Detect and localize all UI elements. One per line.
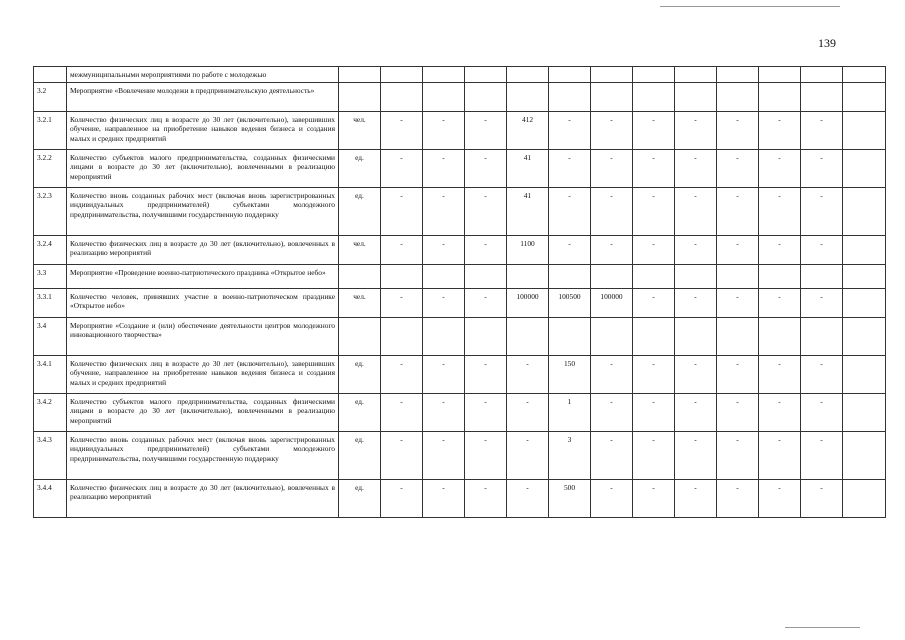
row-value: - [801, 480, 843, 518]
row-value [843, 236, 886, 265]
row-value: - [633, 112, 675, 150]
table-row [34, 188, 886, 236]
row-value: - [465, 188, 507, 236]
row-value: 150 [549, 356, 591, 394]
row-value: 41 [507, 150, 549, 188]
row-value: - [717, 356, 759, 394]
row-value: - [381, 236, 423, 265]
row-value: - [633, 394, 675, 432]
row-value: 500 [549, 480, 591, 518]
row-value: - [423, 236, 465, 265]
row-value: - [591, 480, 633, 518]
row-value: - [591, 356, 633, 394]
row-value: - [759, 432, 801, 480]
row-name: Количество физических лиц в возрасте до 30 лет (включительно), вовлеченных в реализацию мероприятий [67, 236, 339, 265]
row-value [843, 150, 886, 188]
row-value: - [801, 356, 843, 394]
table-row [34, 394, 886, 432]
row-unit: ед. [339, 356, 381, 394]
row-name: Количество субъектов малого предпринимательства, созданных физическими лицами в возрасте до 30 лет (включительно), вовлеченными в реализацию мероприятий [67, 394, 339, 432]
row-value [843, 394, 886, 432]
row-value [801, 318, 843, 356]
row-value [507, 318, 549, 356]
row-value [507, 83, 549, 112]
row-value [843, 480, 886, 518]
row-name: Мероприятие «Вовлечение молодежи в предпринимательскую деятельность» [67, 83, 339, 112]
row-value [633, 265, 675, 289]
row-value: - [591, 150, 633, 188]
row-value: - [675, 150, 717, 188]
row-name: Мероприятие «Проведение военно-патриотического праздника «Открытое небо» [67, 265, 339, 289]
row-value: - [381, 432, 423, 480]
table-row [34, 67, 886, 83]
row-unit: чел. [339, 236, 381, 265]
row-value: - [801, 394, 843, 432]
row-value: - [465, 394, 507, 432]
row-value: - [423, 394, 465, 432]
row-value: - [381, 394, 423, 432]
row-value: - [717, 236, 759, 265]
row-value: - [675, 356, 717, 394]
row-value: - [549, 236, 591, 265]
row-name: Количество физических лиц в возрасте до 30 лет (включительно), вовлеченных в реализацию мероприятий [67, 480, 339, 518]
row-value: - [381, 289, 423, 318]
row-name: Количество человек, принявших участие в военно-патриотическом празднике «Открытое небо» [67, 289, 339, 318]
table-row [34, 318, 886, 356]
row-value: - [507, 480, 549, 518]
row-number: 3.2 [34, 83, 67, 112]
row-value [717, 67, 759, 83]
row-value: - [465, 150, 507, 188]
row-number [34, 67, 67, 83]
row-value: - [759, 394, 801, 432]
row-value [717, 318, 759, 356]
row-value: - [759, 236, 801, 265]
row-value [423, 67, 465, 83]
row-value: - [465, 289, 507, 318]
row-value: - [801, 112, 843, 150]
table-row [34, 83, 886, 112]
row-value [843, 356, 886, 394]
row-value: - [423, 188, 465, 236]
row-value: 100500 [549, 289, 591, 318]
row-number: 3.2.4 [34, 236, 67, 265]
row-value [675, 265, 717, 289]
row-value [801, 67, 843, 83]
row-value: - [675, 112, 717, 150]
row-number: 3.4.1 [34, 356, 67, 394]
table-row [34, 480, 886, 518]
row-value [717, 83, 759, 112]
row-value: - [675, 432, 717, 480]
row-value: 100000 [507, 289, 549, 318]
row-value: - [549, 188, 591, 236]
row-value: - [675, 289, 717, 318]
row-value: - [759, 289, 801, 318]
row-value [423, 265, 465, 289]
row-name: Количество вновь созданных рабочих мест (включая вновь зарегистрированных индивидуальных предпринимателей) субъектами молодежного предпринимательства, получившими государственную поддержку [67, 188, 339, 236]
row-value: - [423, 432, 465, 480]
row-value [381, 265, 423, 289]
row-value: - [675, 480, 717, 518]
row-value [843, 67, 886, 83]
row-name: Количество субъектов малого предпринимательства, созданных физическими лицами в возрасте до 30 лет (включительно), вовлеченными в реализацию мероприятий [67, 150, 339, 188]
row-value: - [549, 112, 591, 150]
row-value: - [633, 432, 675, 480]
row-unit [339, 67, 381, 83]
row-unit: ед. [339, 150, 381, 188]
row-value: - [759, 150, 801, 188]
row-value: - [465, 112, 507, 150]
table-row [34, 432, 886, 480]
row-unit: ед. [339, 394, 381, 432]
row-value [759, 83, 801, 112]
row-value: - [507, 394, 549, 432]
table-row [34, 289, 886, 318]
row-value: - [423, 356, 465, 394]
row-unit [339, 83, 381, 112]
row-value: - [423, 150, 465, 188]
row-value: - [675, 188, 717, 236]
table-row [34, 356, 886, 394]
row-value [507, 67, 549, 83]
row-value: - [381, 150, 423, 188]
row-unit: чел. [339, 112, 381, 150]
row-value: 412 [507, 112, 549, 150]
indicators-table [33, 66, 886, 518]
table-row [34, 236, 886, 265]
row-value: - [381, 356, 423, 394]
row-value: - [717, 432, 759, 480]
row-name: Количество физических лиц в возрасте до 30 лет (включительно), завершивших обучение, направленное на приобретение навыков ведения бизнеса и создания малых и средних предприятий [67, 112, 339, 150]
row-value [381, 318, 423, 356]
row-value: - [633, 480, 675, 518]
row-value [843, 432, 886, 480]
row-value: - [717, 112, 759, 150]
table-row [34, 150, 886, 188]
row-unit: ед. [339, 188, 381, 236]
row-number: 3.2.3 [34, 188, 67, 236]
row-value: - [591, 188, 633, 236]
row-value: - [549, 150, 591, 188]
row-value [591, 83, 633, 112]
row-value [549, 83, 591, 112]
row-value [465, 265, 507, 289]
row-value: - [507, 432, 549, 480]
row-value: - [759, 112, 801, 150]
row-value: - [465, 432, 507, 480]
row-unit [339, 318, 381, 356]
row-value: 1 [549, 394, 591, 432]
row-value [591, 265, 633, 289]
row-value [843, 289, 886, 318]
row-value [843, 188, 886, 236]
row-value: - [717, 289, 759, 318]
row-value: 100000 [591, 289, 633, 318]
row-value: - [633, 356, 675, 394]
row-number: 3.4.2 [34, 394, 67, 432]
row-value: - [591, 236, 633, 265]
bottom-rule [785, 627, 860, 628]
row-value: - [633, 150, 675, 188]
row-value: - [801, 289, 843, 318]
row-value: - [423, 480, 465, 518]
row-value: - [591, 112, 633, 150]
row-value [675, 83, 717, 112]
row-value [423, 83, 465, 112]
row-value: - [717, 480, 759, 518]
row-number: 3.4.4 [34, 480, 67, 518]
row-value [759, 67, 801, 83]
row-number: 3.4.3 [34, 432, 67, 480]
row-value: - [759, 356, 801, 394]
row-value: - [801, 236, 843, 265]
row-value: - [381, 112, 423, 150]
row-unit: ед. [339, 432, 381, 480]
table-row [34, 265, 886, 289]
row-number: 3.2.1 [34, 112, 67, 150]
row-value [549, 265, 591, 289]
row-number: 3.3 [34, 265, 67, 289]
row-value [591, 318, 633, 356]
page-number: 139 [818, 36, 836, 50]
row-value: - [633, 188, 675, 236]
row-value [801, 265, 843, 289]
row-value: - [591, 432, 633, 480]
row-value [843, 83, 886, 112]
row-number: 3.4 [34, 318, 67, 356]
row-value [633, 318, 675, 356]
row-number: 3.3.1 [34, 289, 67, 318]
row-value: - [717, 150, 759, 188]
row-value [549, 67, 591, 83]
row-unit [339, 265, 381, 289]
row-value: - [801, 188, 843, 236]
row-value [465, 318, 507, 356]
row-value: - [759, 480, 801, 518]
table-row [34, 112, 886, 150]
row-value: 41 [507, 188, 549, 236]
row-value [591, 67, 633, 83]
row-value: 3 [549, 432, 591, 480]
row-value: - [801, 432, 843, 480]
row-value: - [591, 394, 633, 432]
row-value [717, 265, 759, 289]
row-value: - [801, 150, 843, 188]
row-value: - [507, 356, 549, 394]
row-name: межмуниципальными мероприятиями по работе с молодежью [67, 67, 339, 83]
row-value: - [675, 236, 717, 265]
row-value [465, 67, 507, 83]
row-value [465, 83, 507, 112]
row-value [633, 67, 675, 83]
row-value [759, 318, 801, 356]
row-unit: чел. [339, 289, 381, 318]
row-value: - [465, 480, 507, 518]
row-value [843, 318, 886, 356]
row-name: Количество физических лиц в возрасте до 30 лет (включительно), завершивших обучение, направленное на приобретение навыков ведения бизнеса и создания малых и средних предприятий [67, 356, 339, 394]
row-value: - [465, 356, 507, 394]
row-name: Мероприятие «Создание и (или) обеспечение деятельности центров молодежного инновационного творчества» [67, 318, 339, 356]
row-value [381, 83, 423, 112]
row-value [633, 83, 675, 112]
row-value: - [759, 188, 801, 236]
row-value: - [423, 289, 465, 318]
row-value [675, 67, 717, 83]
row-value [843, 112, 886, 150]
row-value [423, 318, 465, 356]
row-name: Количество вновь созданных рабочих мест (включая вновь зарегистрированных индивидуальных предпринимателей) субъектами молодежного предпринимательства, получившими государственную поддержку [67, 432, 339, 480]
row-value [801, 83, 843, 112]
row-value [843, 265, 886, 289]
row-value [759, 265, 801, 289]
row-value [507, 265, 549, 289]
row-value [381, 67, 423, 83]
row-value: - [675, 394, 717, 432]
row-value: - [633, 289, 675, 318]
row-value: - [633, 236, 675, 265]
row-value [549, 318, 591, 356]
row-value [675, 318, 717, 356]
row-number: 3.2.2 [34, 150, 67, 188]
row-value: - [465, 236, 507, 265]
top-rule [660, 6, 840, 7]
row-unit: ед. [339, 480, 381, 518]
row-value: 1100 [507, 236, 549, 265]
row-value: - [717, 188, 759, 236]
row-value: - [381, 188, 423, 236]
row-value: - [381, 480, 423, 518]
row-value: - [423, 112, 465, 150]
row-value: - [717, 394, 759, 432]
